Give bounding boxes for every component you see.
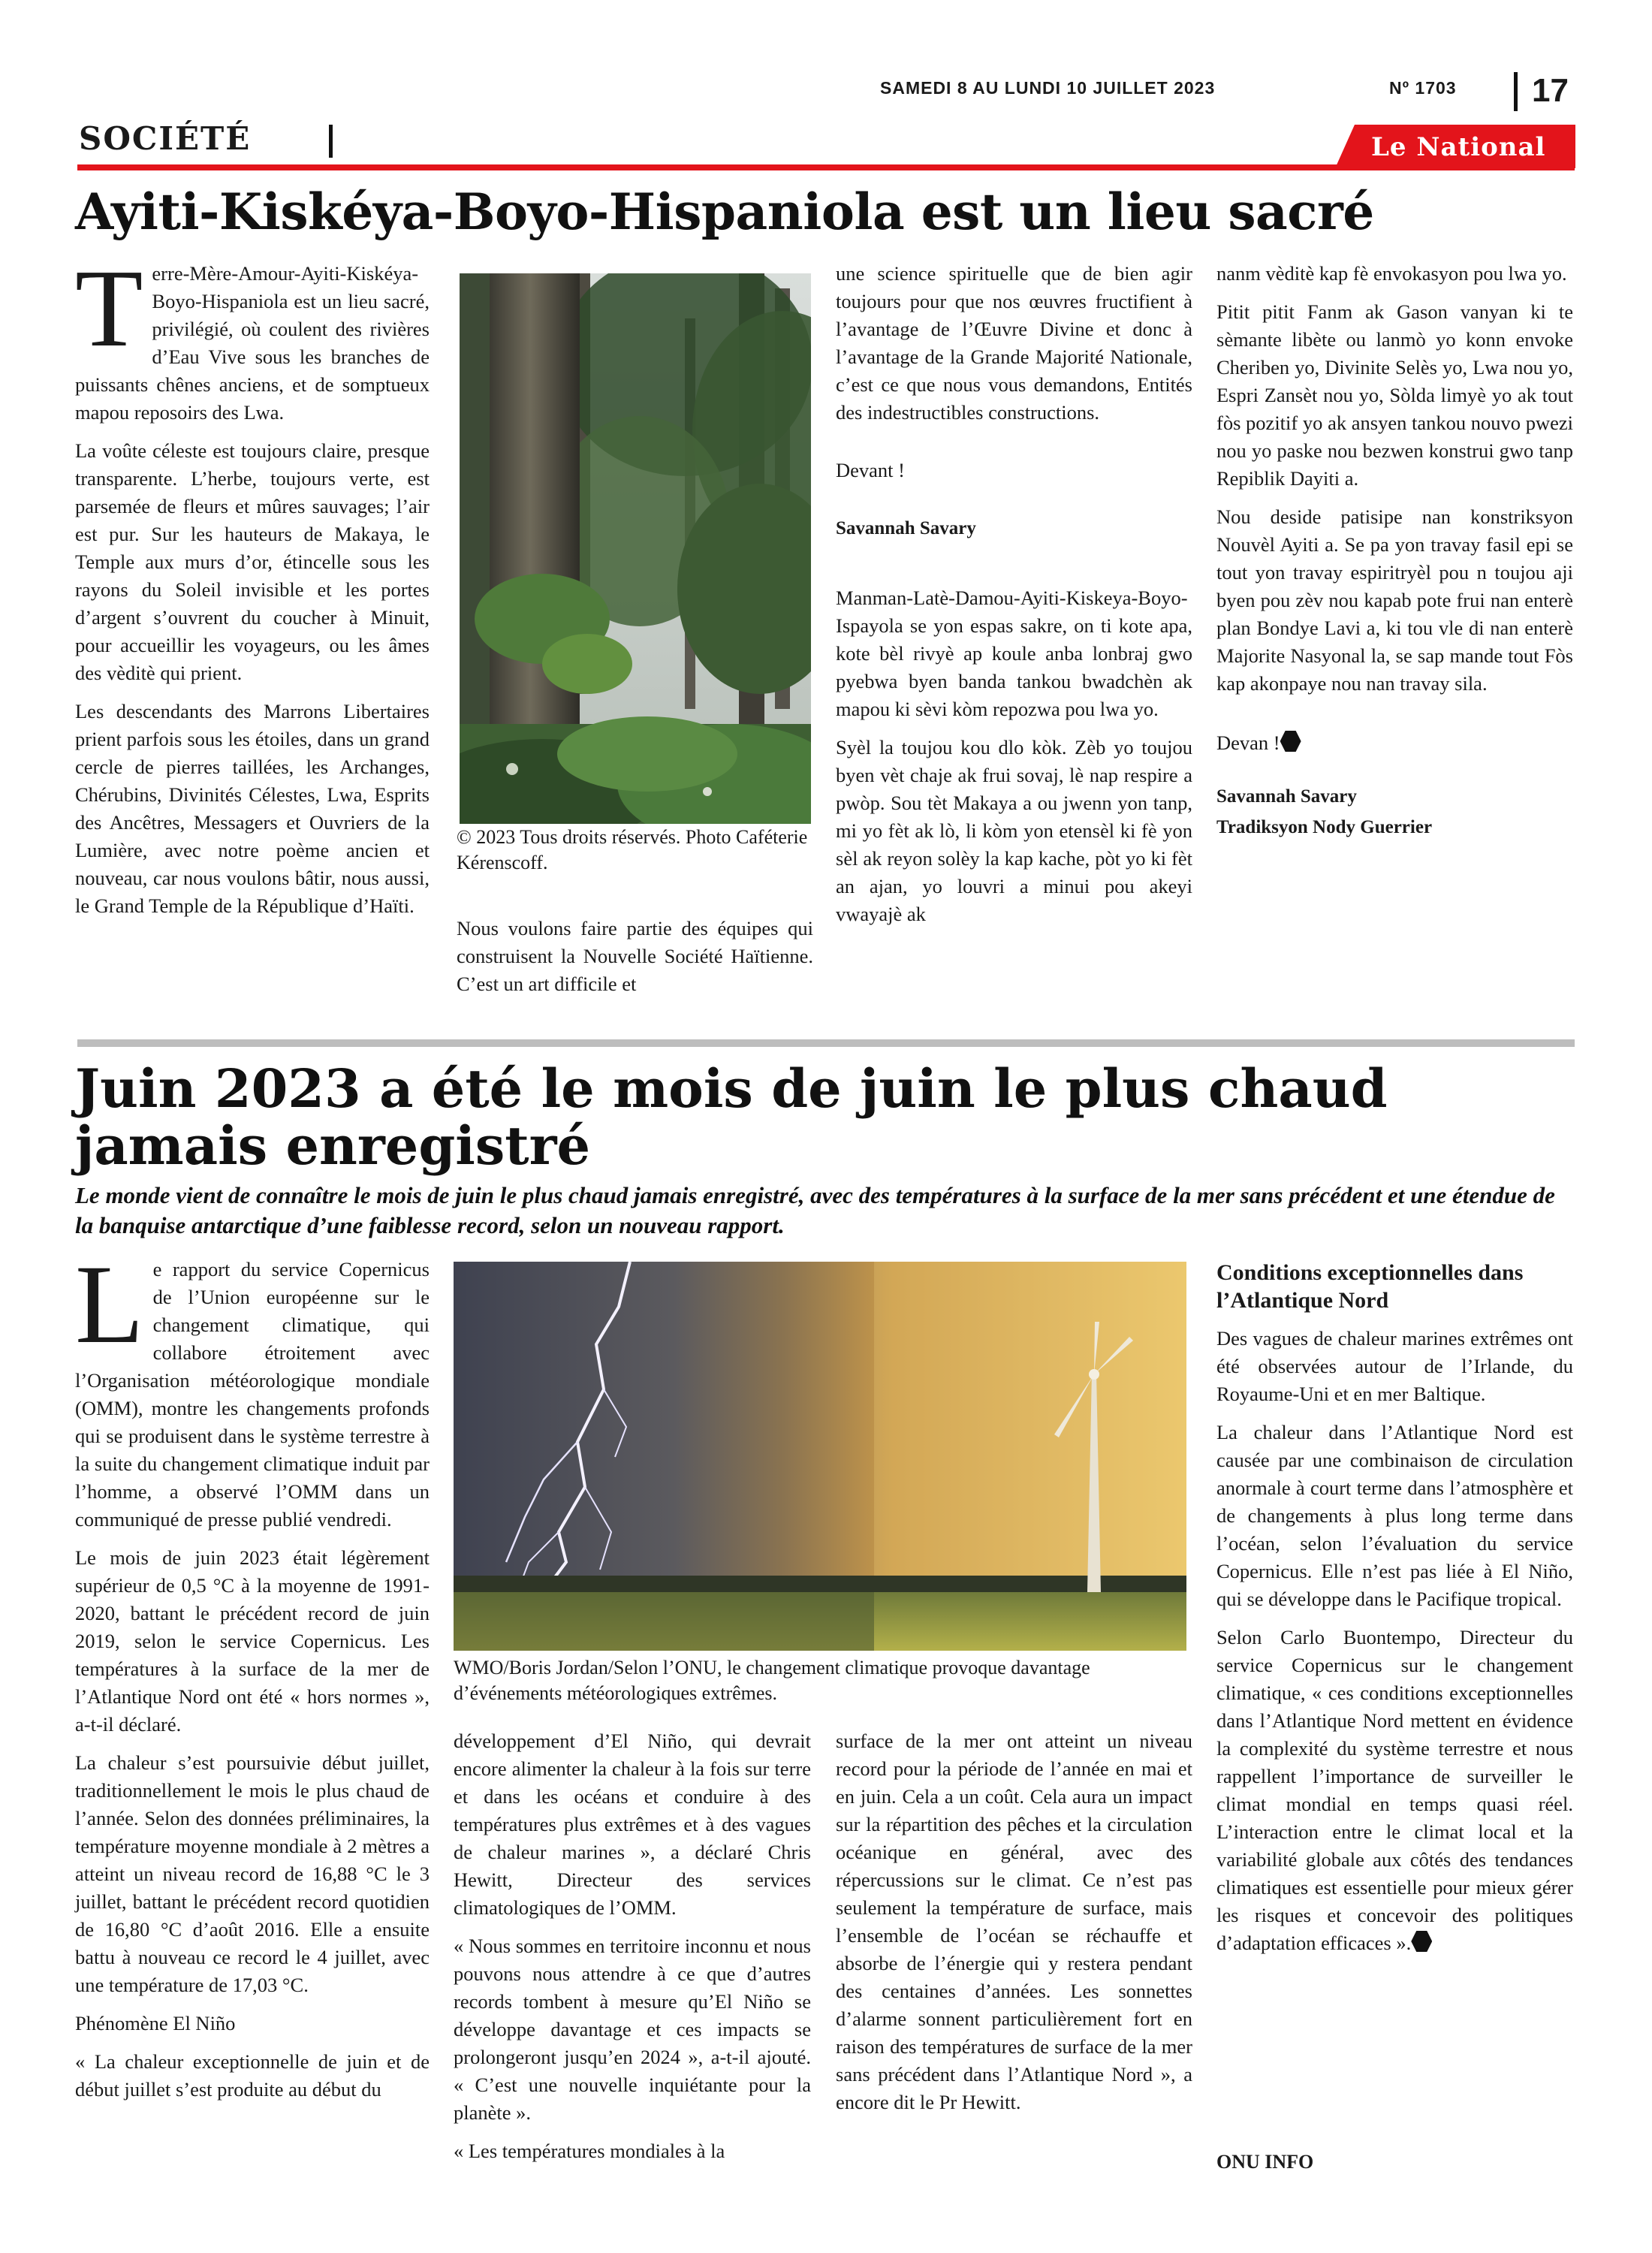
article2-paragraph: Des vagues de chaleur marines extrêmes ont été observées autour de l’Irlande, du Royaume-Uni et en mer Baltique. bbox=[1216, 1327, 1573, 1405]
article1-dropcap: T bbox=[75, 247, 143, 370]
article1-kreyol-paragraph: Syèl la toujou kou dlo kòk. Zèb yo toujou byen vèt chaje ak frui sovaj, lè nap respire a pwòp. Sou tèt Makaya a ou jwenn yon tanp, mi yo fèt ak lò, li kòm yon etensèl ki fè yon sèl ak reyon solèy la kap kache, pòt yo ki fèt an ajan, yo louvri a minui pou akeyi vwayajè ak bbox=[836, 736, 1192, 925]
article2-dropcap: L bbox=[75, 1242, 144, 1367]
article1-title: Ayiti-Kiskéya-Boyo-Hispaniola est un lieu sacré bbox=[75, 182, 1374, 241]
header-divider bbox=[1514, 72, 1518, 111]
article1-paragraph: La voûte céleste est toujours claire, presque transparente. L’herbe, toujours verte, est parsemée de fleurs et mûres sauvages; l’air est pur. Sur les hauteurs de Makaya, le Temple aux murs d’or, étincelle sous les rayons du Soleil invisible et les portes d’argent s’ouvrent du coucher à Minuit, pour accueillir les voyageurs, ou les âmes des vèditè qui prient. bbox=[75, 439, 430, 684]
article1-column-2 bbox=[457, 915, 813, 1009]
article1-paragraph: une science spirituelle que de bien agir toujours pour que nos œuvres fructifient à l’avantage de l’Œuvre Divine et donc à l’avantage de la Grande Majorité Nationale, c’est ce que nous vous demandons, Entités des indestructibles constructions. bbox=[836, 262, 1192, 424]
article1-devant: Devant ! bbox=[836, 459, 905, 481]
article1-kreyol-paragraph: Nou deside patisipe nan konstriksyon Nouvèl Ayiti a. Se pa yon travay fasil epi se tout yon travay espiritryèl pou n toujou aji byen pou zèv nou kapab pote frui nan enterè plan Bondye Lavi a, ki tou vle di nan enterè Majorite Nasyonal la, se sap mande tout Fòs kap akonpaye nou nan travay sila. bbox=[1216, 505, 1573, 695]
article1-column-1 bbox=[75, 247, 430, 930]
section-divider bbox=[329, 125, 333, 158]
article2-paragraph: « Les températures mondiales à la bbox=[454, 2140, 725, 2162]
article2-subhead-el-nino: Phénomène El Niño bbox=[75, 2012, 236, 2034]
issue-number: Nº 1703 bbox=[1389, 78, 1457, 98]
article2-paragraph: La chaleur s’est poursuivie début juillet, traditionnellement le mois le plus chaud de l’année. Selon des données préliminaires, la température moyenne mondiale à 2 mètres a atteint un niveau record de 16,88 °C le 3 juillet, battant le précédent record quotidien de 16,80 °C d’août 2016. Elle a ensuite battu à nouveau ce record le 4 juillet, avec une température de 17,03 °C. bbox=[75, 1751, 430, 1996]
article2-paragraph: La chaleur dans l’Atlantique Nord est causée par une combinaison de circulation anormale à court terme dans l’atmosphère et de changements à plus long terme dans l’océan, selon l’évaluation du service Copernicus. Elle n’est pas liée à El Niño, qui se développe dans le Pacifique tropical. bbox=[1216, 1421, 1573, 1610]
article2-paragraph: surface de la mer ont atteint un niveau record pour la période de l’année en mai et en juin. Cela a un coût. Cela aura un impact sur la répartition des pêches et la circulation océanique en général, avec des répercussions sur le climat. Ce n’est pas seulement la température de surface, mais l’ensemble de l’océan se réchauffe et absorbe de l’énergie qui y restera pendant des centaines d’années. Les sonnettes d’alarme sonnent particulièrement fort en raison des températures de surface de la mer sans précédent dans l’Atlantique Nord », a encore dit le Pr Hewitt. bbox=[836, 1730, 1192, 2113]
article2-paragraph: « La chaleur exceptionnelle de juin et de début juillet s’est produite au début du bbox=[75, 2050, 430, 2101]
article1-kreyol-paragraph: nanm vèditè kap fè envokasyon pou lwa yo. bbox=[1216, 262, 1567, 285]
article2-source: ONU INFO bbox=[1216, 2151, 1314, 2173]
article1-photo-caption: © 2023 Tous droits réservés. Photo Caféterie Kérenscoff. bbox=[457, 826, 808, 873]
article2-title: Juin 2023 a été le mois de juin le plus chaud jamais enregistré bbox=[75, 1057, 1388, 1177]
issue-date: SAMEDI 8 AU LUNDI 10 JUILLET 2023 bbox=[880, 78, 1216, 98]
article1-devan: Devan ! bbox=[1216, 729, 1573, 757]
article2-paragraph: Le mois de juin 2023 était légèrement supérieur de 0,5 °C à la moyenne de 1991-2020, battant le précédent record de juin 2019, selon le service Copernicus. Les températures à la surface de la mer de l’Atlantique Nord ont été « hors normes », a-t-il déclaré. bbox=[75, 1546, 430, 1736]
article-separator bbox=[77, 1039, 1575, 1047]
article2-paragraph: « Nous sommes en territoire inconnu et nous pouvons nous attendre à ce que d’autres records tombent à mesure qu’El Niño se développe davantage et ces impacts se prolongeront jusqu’en 2024 », a-t-il ajouté. « C’est une nouvelle inquiétante pour la planète ». bbox=[454, 1935, 811, 2124]
end-mark-icon bbox=[1411, 1931, 1432, 1952]
article2-column-2 bbox=[454, 1727, 811, 2176]
end-mark-icon bbox=[1280, 731, 1301, 752]
article2-column-3 bbox=[836, 1727, 1192, 2127]
article1-photo bbox=[460, 273, 811, 824]
article2-paragraph: développement d’El Niño, qui devrait encore alimenter la chaleur à la fois sur terre et dans les océans et conduire à des températures plus extrêmes et à des vagues de chaleur marines », a déclaré Chris Hewitt, Directeur des services climatologiques de l’OMM. bbox=[454, 1730, 811, 1919]
article2-photo bbox=[454, 1262, 1186, 1651]
article1-column-4 bbox=[1216, 260, 1573, 852]
article1-translator: Tradiksyon Nody Guerrier bbox=[1216, 817, 1433, 837]
article2-dek: Le monde vient de connaître le mois de juin le plus chaud jamais enregistré, avec des températures à la surface de la mer sans précédent et une étendue de la banquise antarctique d’une faiblesse record, selon un nouveau rapport. bbox=[75, 1182, 1555, 1238]
brand-name: Le National bbox=[1371, 132, 1546, 162]
article2-subhead-atlantique: Conditions exceptionnelles dans l’Atlantique Nord bbox=[1216, 1260, 1524, 1313]
article1-paragraph: Les descendants des Marrons Libertaires prient parfois sous les étoiles, dans un grand cercle de pierres taillées, les Archanges, Chérubins, Divinités Célestes, Lwa, Esprits des Ancêtres, Messagers et Ouvriers de la Lumière, avec notre poème ancien et nouveau, car nous voulons bâtir, nous aussi, le Grand Temple de la République d’Haïti. bbox=[75, 700, 430, 917]
article2-column-4 bbox=[1216, 1259, 1573, 1968]
article1-column-3 bbox=[836, 260, 1192, 939]
article2-paragraph: Selon Carlo Buontempo, Directeur du service Copernicus sur le changement climatique, « ces conditions exceptionnelles dans l’Atlantique Nord mettent en évidence la complexité du système terrestre et nous rappellent l’importance de surveiller le climat mondial en temps quasi réel. L’interaction entre le climat local et la variabilité globale aux côtés des tendances climatiques est essentielle pour mieux gérer les risques et concevoir des politiques d’adaptation efficaces ». bbox=[1216, 1626, 1573, 1954]
article2-paragraph: e rapport du service Copernicus de l’Union européenne sur le changement climatique, qui collabore étroitement avec l’Organisation météorologique mondiale (OMM), montre les changements profonds qui se produisent dans le système terrestre à la suite du changement climatique induit par l’homme, a observé l’OMM dans un communiqué de presse publié vendredi. bbox=[75, 1258, 430, 1531]
article1-paragraph: erre-Mère-Amour-Ayiti-Kiskéya-Boyo-Hispaniola est un lieu sacré, privilégié, où coulent des rivières d’Eau Vive sous les branches de puissants chênes anciens, et de somptueux mapou reposoirs des Lwa. bbox=[75, 262, 430, 424]
article2-photo-caption: WMO/Boris Jordan/Selon l’ONU, le changement climatique provoque davantage d’événements météorologiques extrêmes. bbox=[454, 1657, 1090, 1704]
section-title: SOCIÉTÉ bbox=[79, 120, 252, 157]
article1-author: Savannah Savary bbox=[836, 518, 976, 538]
header-rule bbox=[77, 164, 1575, 170]
article1-kreyol-paragraph: Pitit pitit Fanm ak Gason vanyan ki te sèmante libète ou lanmò yo konn envoke Cheriben yo, Divinite Selès yo, Lwa nou yo, Espri Zansèt nou yo, Sòlda limyè yo ak tout fòs pozitif yo ak ansyen tankou nouvo pwezi nou yo paske nou bezwen konstrui gwo tanp Repiblik Dayiti a. bbox=[1216, 300, 1573, 490]
page-number: 17 bbox=[1532, 72, 1569, 109]
article1-author-kreyol: Savannah Savary bbox=[1216, 786, 1357, 807]
article1-paragraph: Nous voulons faire partie des équipes qui construisent la Nouvelle Société Haïtienne. C’est un art difficile et bbox=[457, 917, 813, 995]
article2-column-1 bbox=[75, 1242, 430, 2114]
article1-kreyol-paragraph: Manman-Latè-Damou-Ayiti-Kiskeya-Boyo-Ispayola se yon espas sakre, on ti kote apa, kote bèl rivyè ap koule anba lonbraj gwo pyebwa byen banda tankou bwadchèn ak mapou ki sèvi kòm repozwa pou lwa yo. bbox=[836, 587, 1192, 720]
